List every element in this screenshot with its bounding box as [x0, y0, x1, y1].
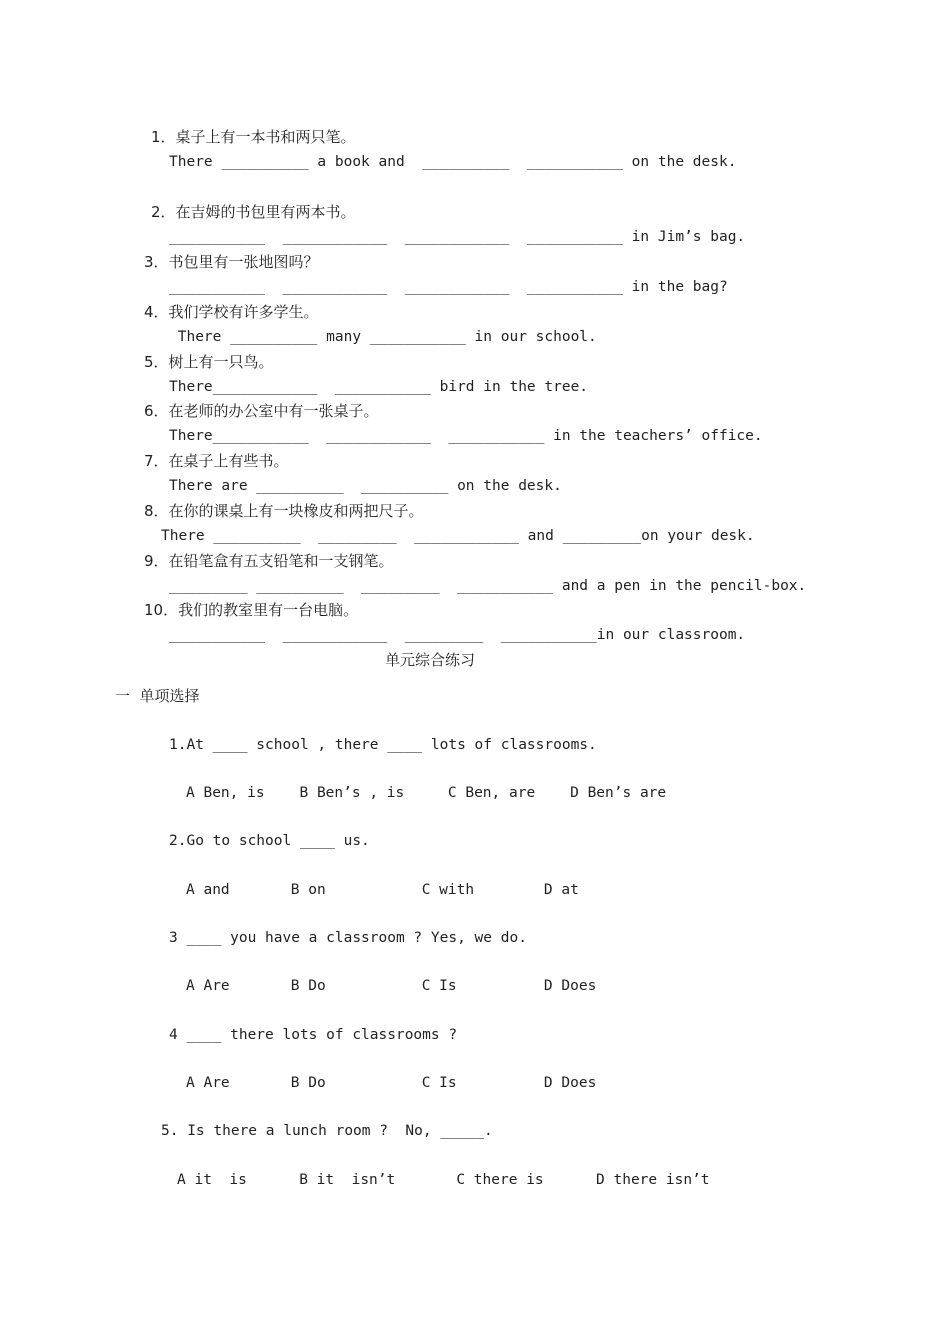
translation-3-english: ___________ ____________ ____________ ___________ in the bag? [169, 279, 728, 295]
question-1-stem: 1.At ____ school , there ____ lots of classrooms. [169, 737, 597, 753]
translation-7-chinese: 7．在桌子上有些书。 [144, 452, 289, 470]
translation-5-chinese: 5．树上有一只鸟。 [144, 353, 274, 371]
translation-1-english: There __________ a book and __________ ___________ on the desk. [169, 154, 737, 170]
question-4-options: A Are B Do C Is D Does [186, 1075, 597, 1091]
translation-2-english: ___________ ____________ ____________ ___________ in Jim’s bag. [169, 229, 746, 245]
translation-9-english: _________ __________ _________ ___________ and a pen in the pencil-box. [169, 578, 807, 594]
translation-8-chinese: 8．在你的课桌上有一块橡皮和两把尺子。 [144, 502, 424, 520]
translation-9-chinese: 9．在铅笔盒有五支铅笔和一支钢笔。 [144, 552, 394, 570]
question-3-options: A Are B Do C Is D Does [186, 978, 597, 994]
question-5-options: A it is B it isn’t C there is D there isn’t [177, 1172, 710, 1188]
translation-4-english: There __________ many ___________ in our school. [169, 329, 597, 345]
translation-3-chinese: 3．书包里有一张地图吗？ [144, 253, 319, 271]
question-5-stem: 5. Is there a lunch room ? No, _____. [161, 1123, 493, 1139]
question-1-options: A Ben, is B Ben’s , is C Ben, are D Ben’s are [186, 785, 667, 801]
translation-6-chinese: 6．在老师的办公室中有一张桌子。 [144, 402, 379, 420]
translation-7-english: There are __________ __________ on the desk. [169, 478, 562, 494]
translation-6-english: There___________ ____________ ___________ in the teachers’ office. [169, 428, 763, 444]
question-3-stem: 3 ____ you have a classroom ? Yes, we do. [169, 930, 527, 946]
translation-4-chinese: 4．我们学校有许多学生。 [144, 303, 319, 321]
question-4-stem: 4 ____ there lots of classrooms ? [169, 1027, 458, 1043]
translation-10-english: ___________ ____________ _________ ___________in our classroom. [169, 627, 746, 643]
translation-8-english: There __________ _________ ____________ and _________on your desk. [161, 528, 755, 544]
translation-1-chinese: 1．桌子上有一本书和两只笔。 [151, 128, 356, 146]
section-title: 单元综合练习 [384, 651, 475, 669]
translation-10-chinese: 10．我们的教室里有一台电脑。 [144, 601, 359, 619]
translation-2-chinese: 2．在吉姆的书包里有两本书。 [151, 203, 356, 221]
question-2-stem: 2.Go to school ____ us. [169, 833, 370, 849]
translation-5-english: There____________ ___________ bird in the tree. [169, 379, 589, 395]
question-2-options: A and B on C with D at [186, 882, 579, 898]
part-one-heading: 一 单项选择 [115, 687, 200, 705]
